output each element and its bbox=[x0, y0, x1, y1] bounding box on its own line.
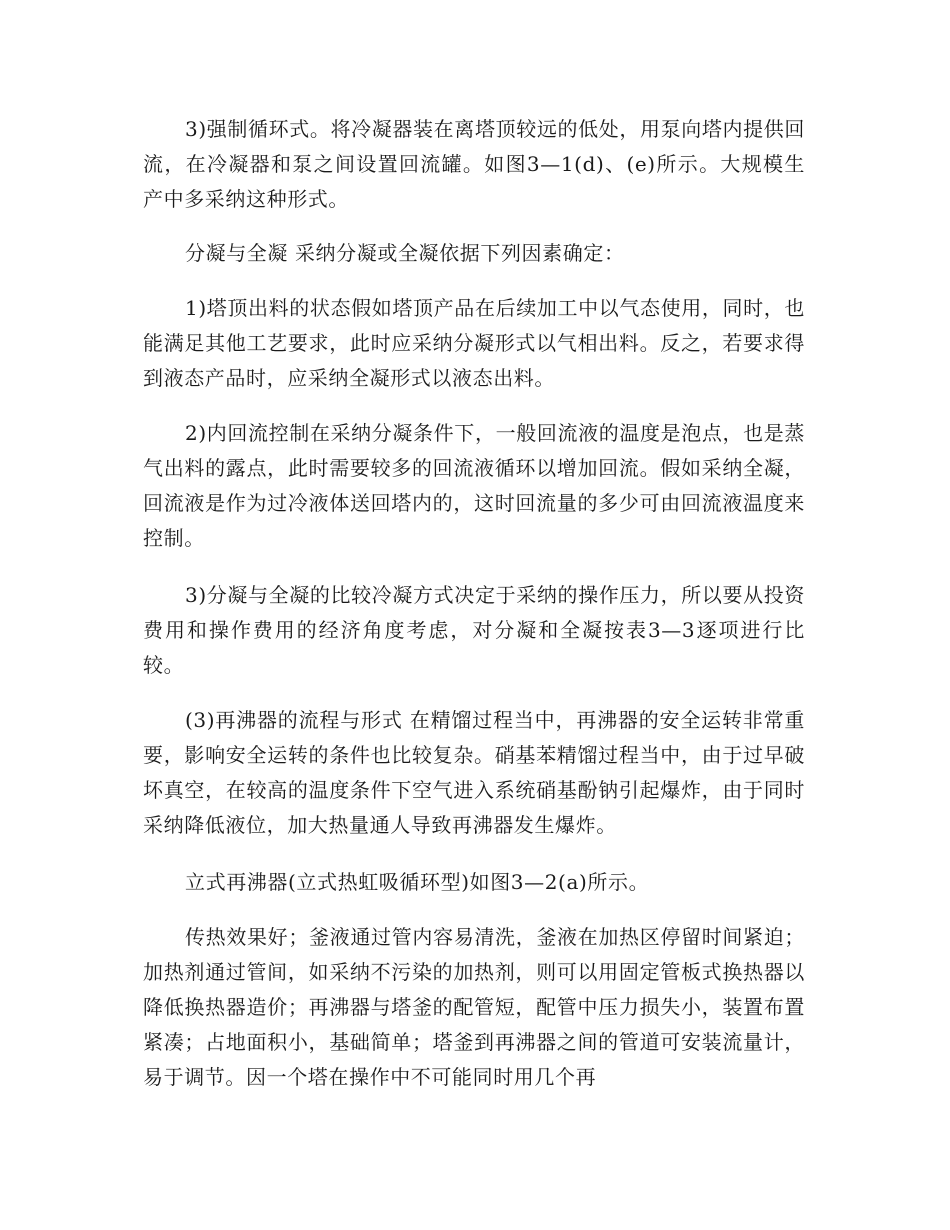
paragraph-reboiler-flow: (3)再沸器的流程与形式 在精馏过程当中，再沸器的安全运转非常重要，影响安全运转的条件也比较复杂。硝基苯精馏过程当中，由于过早破坏真空，在较高的温度条件下空气进入系统硝基酚钠引起爆炸，由于同时采纳降低液位，加大热量通人导致再沸器发生爆炸。 bbox=[143, 708, 805, 837]
paragraph-top-product-state: 1)塔顶出料的状态假如塔顶产品在后续加工中以气态使用，同时，也能满足其他工艺要求，此时应采纳分凝形式以气相出料。反之，若要求得到液态产品时，应采纳全凝形式以液态出料。 bbox=[143, 296, 805, 390]
paragraph-forced-circulation: 3)强制循环式。将冷凝器装在离塔顶较远的低处，用泵向塔内提供回流，在冷凝器和泵之间设置回流罐。如图3—1(d)、(e)所示。大规模生产中多采纳这种形式。 bbox=[143, 117, 805, 211]
paragraph-internal-reflux-control: 2)内回流控制在采纳分凝条件下，一般回流液的温度是泡点，也是蒸气出料的露点，此时需要较多的回流液循环以增加回流。假如采纳全凝，回流液是作为过冷液体送回塔内的，这时回流量的多少可由回流液温度来控制。 bbox=[143, 421, 805, 550]
paragraph-partial-total-condensation: 分凝与全凝 采纳分凝或全凝依据下列因素确定： bbox=[185, 241, 625, 265]
paragraph-condensation-comparison: 3)分凝与全凝的比较冷凝方式决定于采纳的操作压力，所以要从投资费用和操作费用的经济角度考虑，对分凝和全凝按表3—3逐项进行比较。 bbox=[143, 583, 805, 677]
paragraph-vertical-reboiler: 立式再沸器(立式热虹吸循环型)如图3—2(a)所示。 bbox=[185, 870, 650, 894]
paragraph-heat-transfer: 传热效果好；釜液通过管内容易清洗，釜液在加热区停留时间紧迫；加热剂通过管间，如采纳不污染的加热剂，则可以用固定管板式换热器以降低换热器造价；再沸器与塔釜的配管短，配管中压力损失小，装置布置紧凑；占地面积小，基础简单；塔釜到再沸器之间的管道可安装流量计，易于调节。因一个塔在操作中不可能同时用几个再 bbox=[143, 925, 805, 1089]
